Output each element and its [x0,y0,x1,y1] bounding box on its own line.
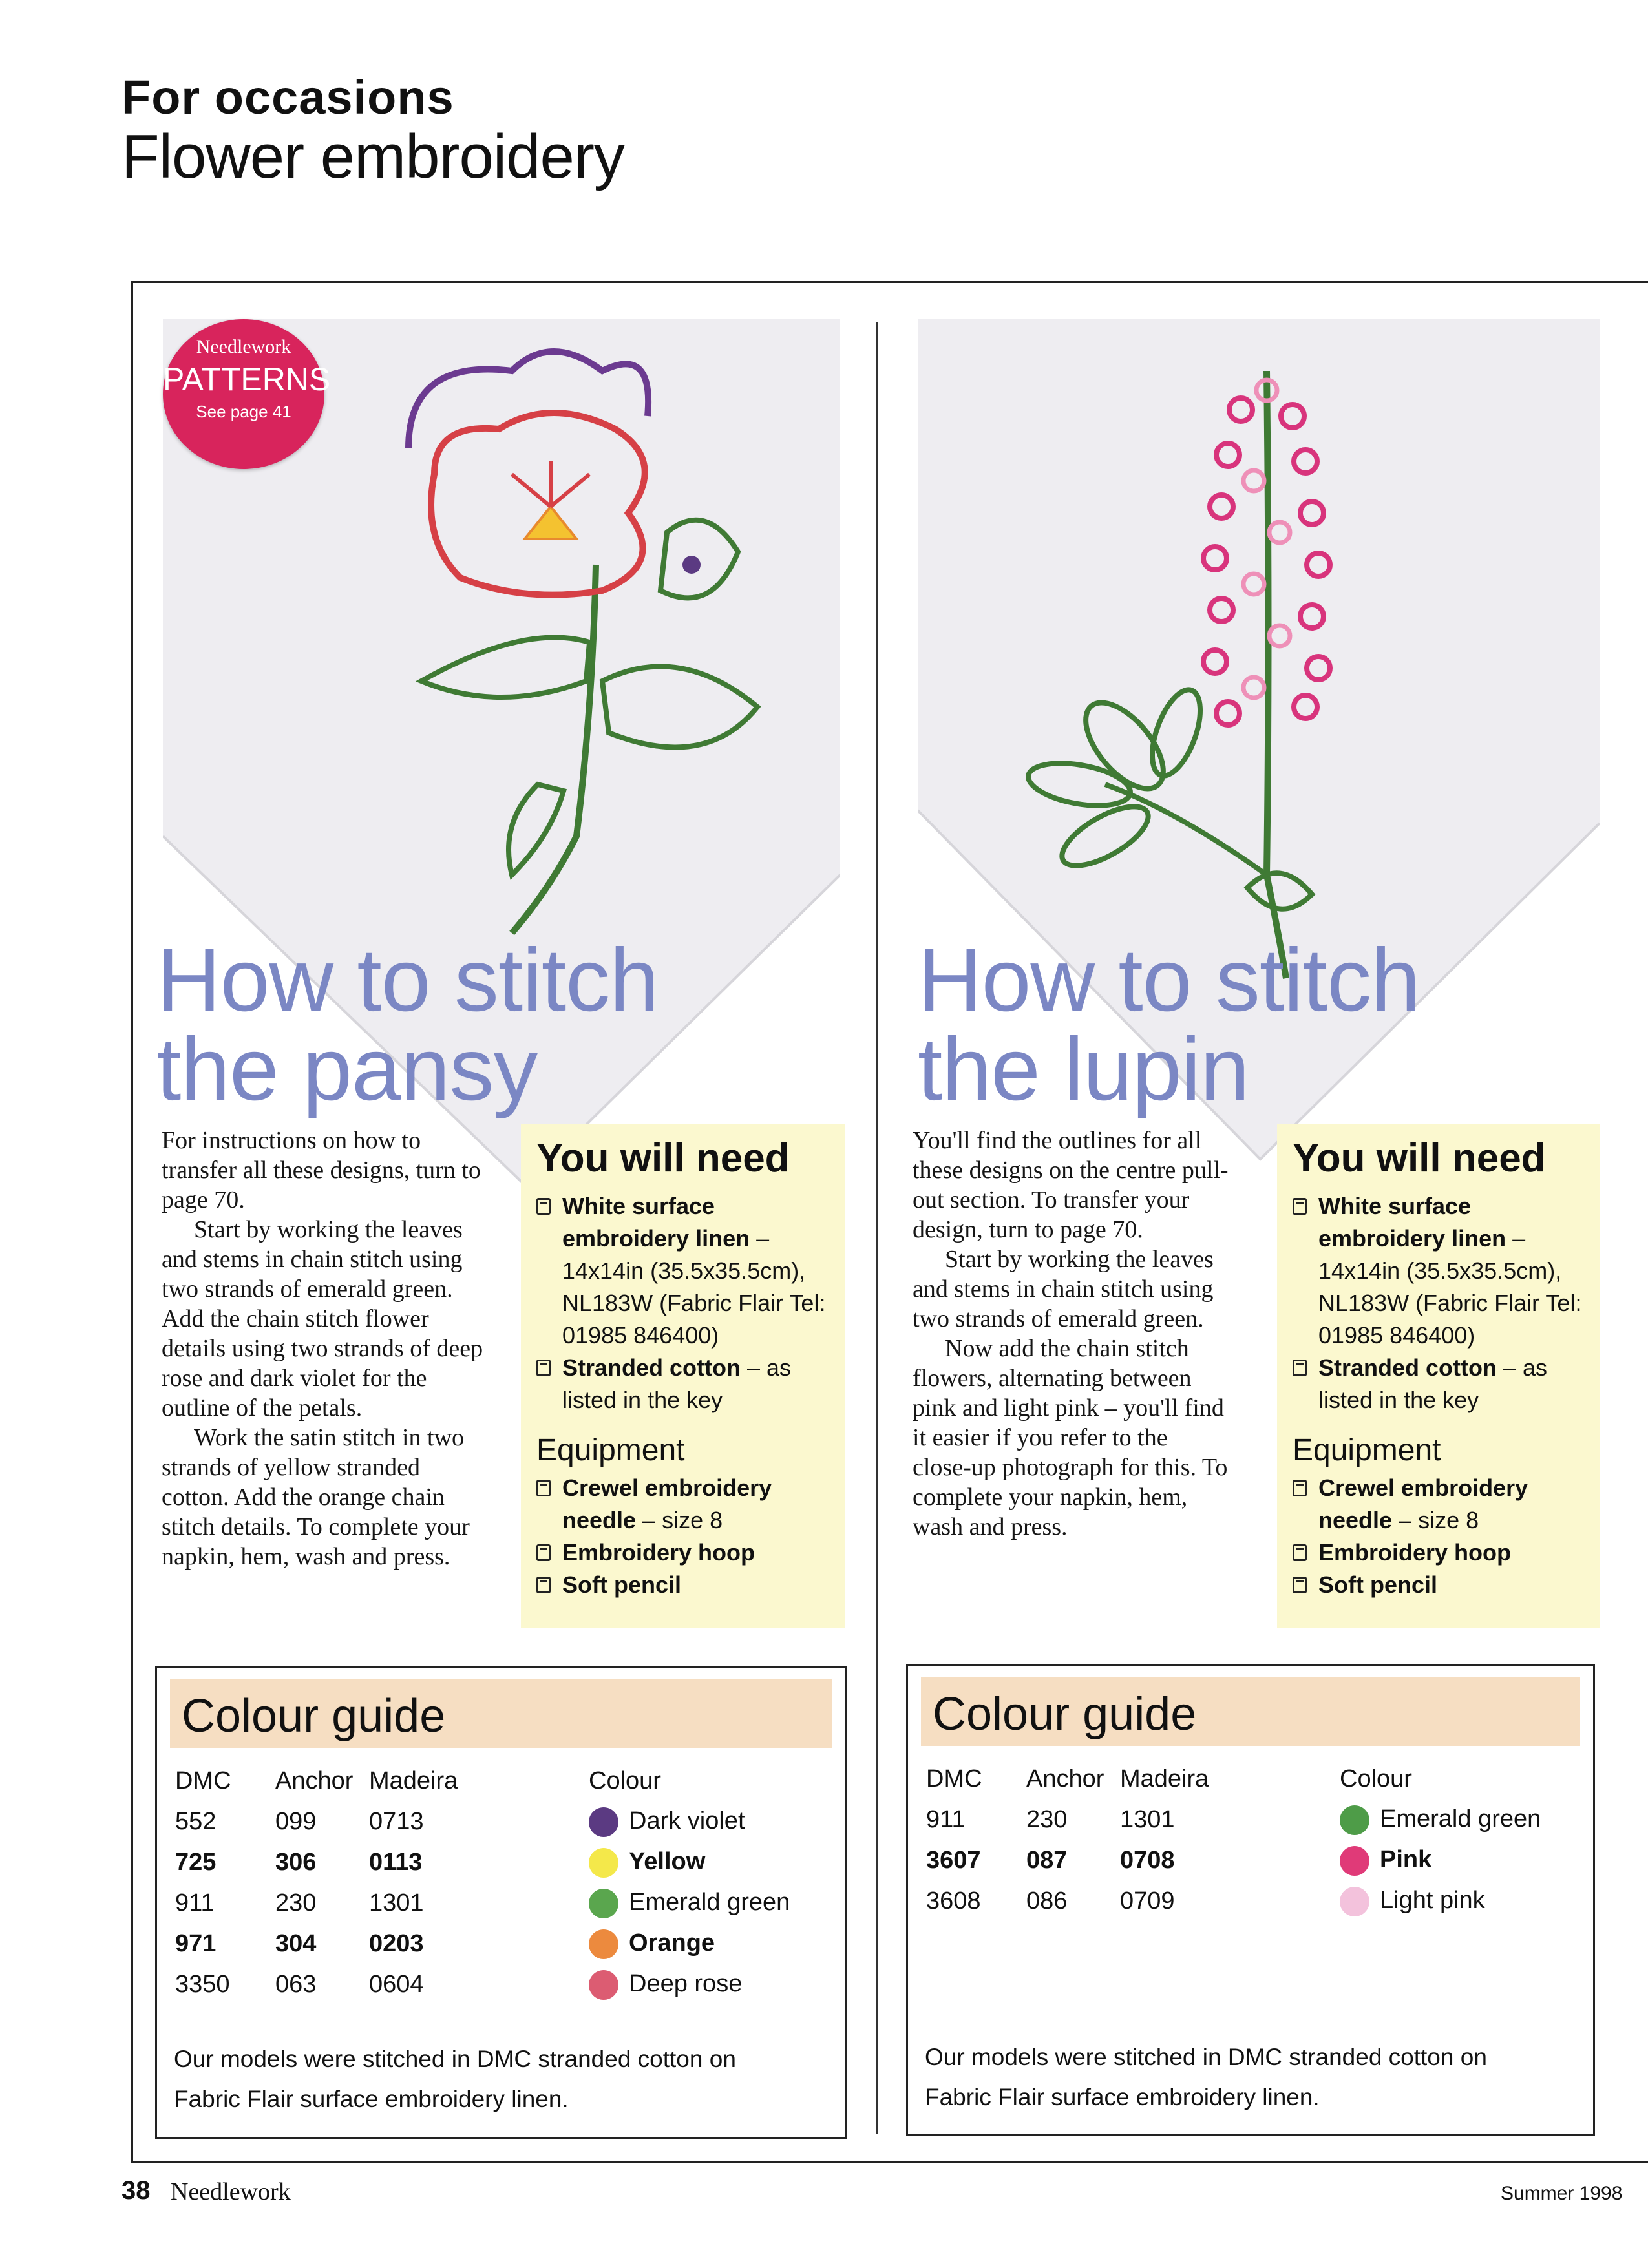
requirement-item: White surface embroidery linen – 14x14in (35.5x35.5cm), NL183W (Fabric Flair Tel: 01985 846400) [536,1190,830,1352]
pansy-heading [156,930,659,1119]
colour-table-row [175,1964,834,2005]
cell-anchor: 306 [275,1849,317,1876]
cell-dmc: 552 [175,1808,217,1835]
checkbox-icon [536,1198,551,1215]
header-madeira: Madeira [369,1767,458,1794]
colour-swatch-icon [589,1848,618,1878]
cell-anchor: 087 [1026,1847,1068,1874]
colour-table-row [175,1801,834,1842]
requirement-item: Stranded cotton – as listed in the key [536,1352,830,1416]
colour-table [926,1759,1585,1922]
pansy-paragraph: For instructions on how to transfer all these designs, turn to page 70. [162,1127,481,1213]
lupin-paragraph: Start by working the leaves and stems in chain stitch using two strands of emerald green. [913,1246,1214,1332]
equipment-item: Soft pencil [1293,1569,1585,1601]
colour-swatch-icon [589,1889,618,1918]
cell-madeira: 1301 [369,1889,424,1916]
header-dmc: DMC [926,1765,982,1792]
colour-name: Emerald green [629,1888,790,1916]
cell-anchor: 230 [275,1889,317,1916]
colour-name: Deep rose [629,1969,743,1997]
badge-label: PATTERNS [163,361,331,397]
checkbox-icon [1293,1198,1307,1215]
header-dmc: DMC [175,1767,231,1794]
lupin-need-title: You will need [1293,1136,1546,1181]
lupin-requirements-box [1277,1124,1600,1628]
pansy-instructions [162,1126,485,1571]
pansy-need-title: You will need [536,1136,790,1181]
patterns-badge [163,319,331,469]
cell-colour [589,1842,834,1883]
issue-date: Summer 1998 [1501,2183,1623,2204]
equipment-item: Soft pencil [536,1569,830,1601]
colour-guide-title: Colour guide [182,1690,446,1742]
pansy-paragraph: Start by working the leaves and stems in chain stitch using two strands of emerald green. Add the chain stitch flower details using two strands of deep rose and dark violet for the outline of the petals. [162,1216,483,1422]
cell-anchor: 230 [1026,1806,1068,1833]
cell-anchor: 086 [1026,1887,1068,1915]
colour-swatch-icon [1340,1887,1369,1916]
checkbox-icon [536,1577,551,1593]
cell-dmc: 911 [175,1889,215,1916]
requirement-item: Stranded cotton – as listed in the key [1293,1352,1585,1416]
header-colour: Colour [1340,1765,1412,1792]
lupin-colour-guide [906,1664,1595,2136]
cell-colour [589,1801,834,1842]
header-anchor: Anchor [275,1767,354,1794]
cell-dmc: 725 [175,1849,217,1876]
colour-name: Orange [629,1929,715,1957]
cell-madeira: 0709 [1120,1887,1175,1915]
page-number: 38 [121,2176,151,2205]
lupin-instructions [913,1126,1229,1542]
section-kicker: For occasions [121,70,454,124]
cell-anchor: 063 [275,1971,317,1998]
cell-dmc: 3607 [926,1847,981,1874]
lupin-paragraph: Now add the chain stitch flowers, alternating between pink and light pink – you'll find it easier if you refer to the close-up photograph for this. To complete your napkin, hem, wash and press. [913,1335,1228,1540]
cell-colour [589,1964,834,2005]
note-line: Fabric Flair surface embroidery linen. [925,2084,1320,2110]
lupin-heading-line2: the lupin [918,1020,1249,1119]
header-madeira: Madeira [1120,1765,1209,1792]
checkbox-icon [536,1544,551,1561]
colour-table-row [175,1883,834,1924]
colour-swatch-icon [1340,1846,1369,1876]
colour-swatch-icon [589,1929,618,1959]
checkbox-icon [1293,1544,1307,1561]
pansy-requirements-box [521,1124,845,1628]
header-anchor: Anchor [1026,1765,1104,1792]
lupin-paragraph: You'll find the outlines for all these designs on the centre pull-out section. To transfer your design, turn to page 70. [913,1127,1229,1243]
checkbox-icon [1293,1577,1307,1593]
cell-madeira: 0713 [369,1808,424,1835]
badge-brand: Needlework [196,336,291,357]
cell-colour [1340,1800,1585,1840]
checkbox-icon [1293,1360,1307,1376]
colour-name: Light pink [1380,1886,1485,1914]
equipment-item: Embroidery hoop [1293,1537,1585,1569]
cell-colour [1340,1840,1585,1881]
requirement-item: White surface embroidery linen – 14x14in (35.5x35.5cm), NL183W (Fabric Flair Tel: 01985 846400) [1293,1190,1585,1352]
lupin-equipment-title: Equipment [1293,1433,1441,1467]
colour-guide-title-bar [921,1677,1580,1746]
equipment-item: Crewel embroidery needle – size 8 [536,1472,830,1537]
cell-madeira: 0113 [369,1849,423,1876]
cell-colour [589,1883,834,1924]
pansy-colour-guide [155,1666,847,2139]
colour-table-row [175,1924,834,1964]
checkbox-icon [536,1480,551,1496]
colour-guide-title-bar [170,1679,832,1748]
lupin-heading [918,930,1420,1119]
pansy-heading-line2: the pansy [156,1020,538,1119]
pansy-paragraph: Work the satin stitch in two strands of yellow stranded cotton. Add the orange chain stitch details. To complete your napkin, hem, wash and press. [162,1424,470,1570]
colour-name: Dark violet [629,1807,745,1834]
cell-anchor: 304 [275,1930,317,1957]
badge-page-ref: See page 41 [196,402,291,421]
colour-table-row [926,1881,1585,1922]
equipment-item: Embroidery hoop [536,1537,830,1569]
cell-madeira: 0604 [369,1971,424,1998]
checkbox-icon [536,1360,551,1376]
column-divider [876,322,878,2134]
colour-table [175,1761,834,2005]
colour-name: Pink [1380,1845,1432,1873]
colour-table-header [926,1759,1585,1800]
cell-colour [1340,1881,1585,1922]
colour-guide-title: Colour guide [933,1688,1197,1740]
cell-madeira: 0203 [369,1930,424,1957]
colour-table-row [926,1800,1585,1840]
colour-table-row [926,1840,1585,1881]
colour-guide-note [925,2037,1571,2117]
colour-table-header [175,1761,834,1801]
cell-colour [589,1924,834,1964]
cell-madeira: 1301 [1120,1806,1175,1833]
lupin-heading-line1: How to stitch [918,930,1420,1030]
colour-name: Yellow [629,1847,706,1875]
equipment-item: Crewel embroidery needle – size 8 [1293,1472,1585,1537]
colour-name: Emerald green [1380,1805,1541,1832]
colour-swatch-icon [589,1970,618,2000]
cell-dmc: 971 [175,1930,217,1957]
note-line: Fabric Flair surface embroidery linen. [174,2086,569,2112]
note-line: Our models were stitched in DMC stranded cotton on [925,2044,1487,2070]
cell-dmc: 3608 [926,1887,981,1915]
colour-swatch-icon [589,1807,618,1837]
pansy-equipment-title: Equipment [536,1433,685,1467]
magazine-name: Needlework [171,2178,291,2205]
cell-madeira: 0708 [1120,1847,1175,1874]
header-colour: Colour [589,1767,661,1794]
colour-table-row [175,1842,834,1883]
cell-dmc: 3350 [175,1971,230,1998]
cell-anchor: 099 [275,1808,317,1835]
note-line: Our models were stitched in DMC stranded cotton on [174,2046,736,2072]
page-title: Flower embroidery [121,122,624,191]
colour-swatch-icon [1340,1805,1369,1835]
colour-guide-note [174,2039,820,2119]
pansy-heading-line1: How to stitch [156,930,659,1030]
cell-dmc: 911 [926,1806,966,1833]
checkbox-icon [1293,1480,1307,1496]
